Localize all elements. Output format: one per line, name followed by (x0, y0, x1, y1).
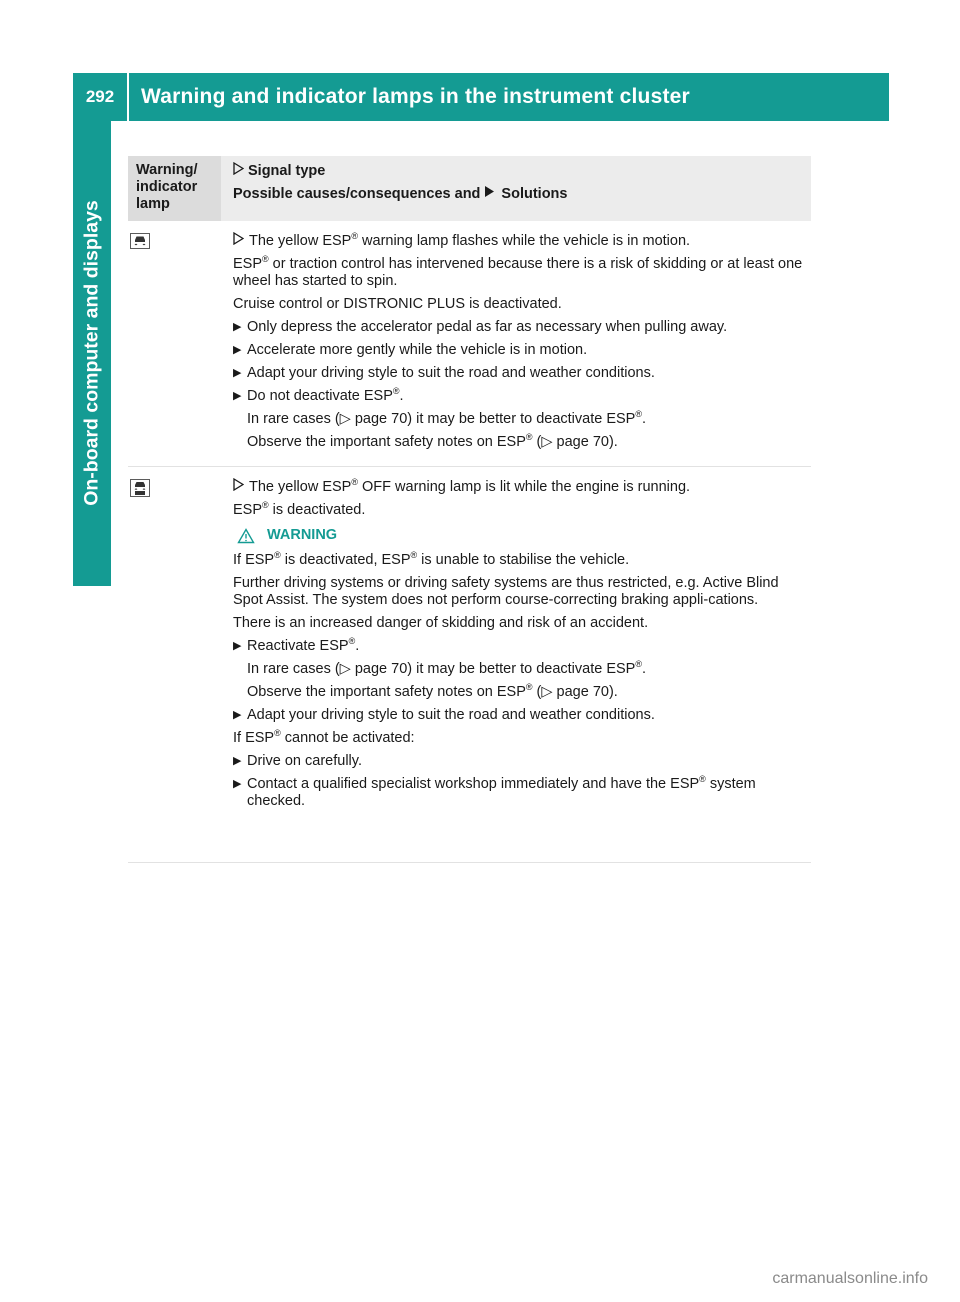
table-row (128, 467, 811, 863)
page-reference-note: In rare cases (▷ page 70) it may be better to deactivate ESP®. (247, 659, 647, 677)
description-cell (221, 221, 811, 466)
lamp-cell (128, 467, 221, 862)
page-number: 292 (85, 87, 115, 106)
lamp-cell (128, 221, 221, 466)
solution-arrow-icon: ▶ (233, 321, 242, 333)
signal-triangle-icon (233, 162, 248, 180)
table-row (128, 221, 811, 467)
solution-arrow-icon: ▶ (233, 778, 242, 790)
watermark: carmanualsonline.info (772, 1270, 928, 1287)
page-reference-note: Observe the important safety notes on ESP® (▷ page 70). (247, 432, 618, 450)
solution-step: ▶ Accelerate more gently while the vehicle is in motion. (233, 342, 588, 358)
warning-label: WARNING (267, 527, 338, 543)
solution-step: ▶ Do not deactivate ESP®. (233, 386, 404, 404)
cause-text: Cruise control or DISTRONIC PLUS is deactivated. (233, 296, 562, 312)
chapter-title: On-board computer and displays (80, 200, 103, 506)
warning-triangle-icon (237, 528, 255, 544)
signal-type-label: Signal type (248, 163, 326, 179)
warning-text: Further driving systems or driving safety systems are thus restricted, e.g. Active Blind Spot Assist. The system does not perform course-correcting braking appli-cations. (233, 575, 779, 608)
solution-arrow-icon: ▶ (233, 344, 242, 356)
solution-arrow-icon (484, 185, 498, 203)
esp-skid-warning-icon (130, 236, 150, 253)
cause-text: If ESP® cannot be activated: (233, 728, 415, 746)
signal-triangle-icon (233, 478, 249, 496)
page-reference-note: In rare cases (▷ page 70) it may be better to deactivate ESP®. (247, 409, 647, 427)
solution-arrow-icon: ▶ (233, 390, 242, 402)
warning-text: If ESP® is deactivated, ESP® is unable to stabilise the vehicle. (233, 550, 630, 568)
lamp-column-header: Warning/ indicator lamp (128, 156, 221, 221)
solutions-label: Solutions (501, 186, 568, 202)
solution-step: ▶ Reactivate ESP®. (233, 636, 360, 654)
page-reference-note: Observe the important safety notes on ESP® (▷ page 70). (247, 682, 618, 700)
solution-arrow-icon: ▶ (233, 367, 242, 379)
solution-step: ▶ Adapt your driving style to suit the road and weather conditions. (233, 365, 655, 381)
solution-step: ▶ Drive on carefully. (233, 753, 362, 769)
warning-heading (237, 527, 811, 544)
page-header (73, 73, 889, 121)
solution-step: ▶ Contact a qualified specialist workshop immediately and have the ESP® system checked. (233, 774, 756, 809)
chapter-side-tab (73, 121, 111, 586)
solution-step: ▶ Adapt your driving style to suit the road and weather conditions. (233, 707, 655, 723)
cause-text: ESP® is deactivated. (233, 500, 366, 518)
signal-text: The yellow ESP® OFF warning lamp is lit while the engine is running. (249, 477, 691, 495)
cause-text: ESP® or traction control has intervened because there is a risk of skidding or at least one wheel has started to spin. (233, 254, 803, 289)
description-cell (221, 467, 811, 862)
solution-arrow-icon: ▶ (233, 640, 242, 652)
signal-triangle-icon (233, 232, 249, 250)
solution-step: ▶ Only depress the accelerator pedal as far as necessary when pulling away. (233, 319, 728, 335)
solution-arrow-icon: ▶ (233, 709, 242, 721)
causes-label: Possible causes/consequences and (233, 186, 481, 202)
solution-arrow-icon: ▶ (233, 755, 242, 767)
signal-text: The yellow ESP® warning lamp flashes while the vehicle is in motion. (249, 231, 691, 249)
esp-off-icon (130, 484, 150, 501)
table-header (128, 156, 811, 221)
page-title: Warning and indicator lamps in the instrument cluster (141, 85, 690, 108)
warning-lamp-table (128, 156, 811, 863)
warning-text: There is an increased danger of skidding and risk of an accident. (233, 615, 649, 631)
main-column-header (221, 156, 811, 221)
